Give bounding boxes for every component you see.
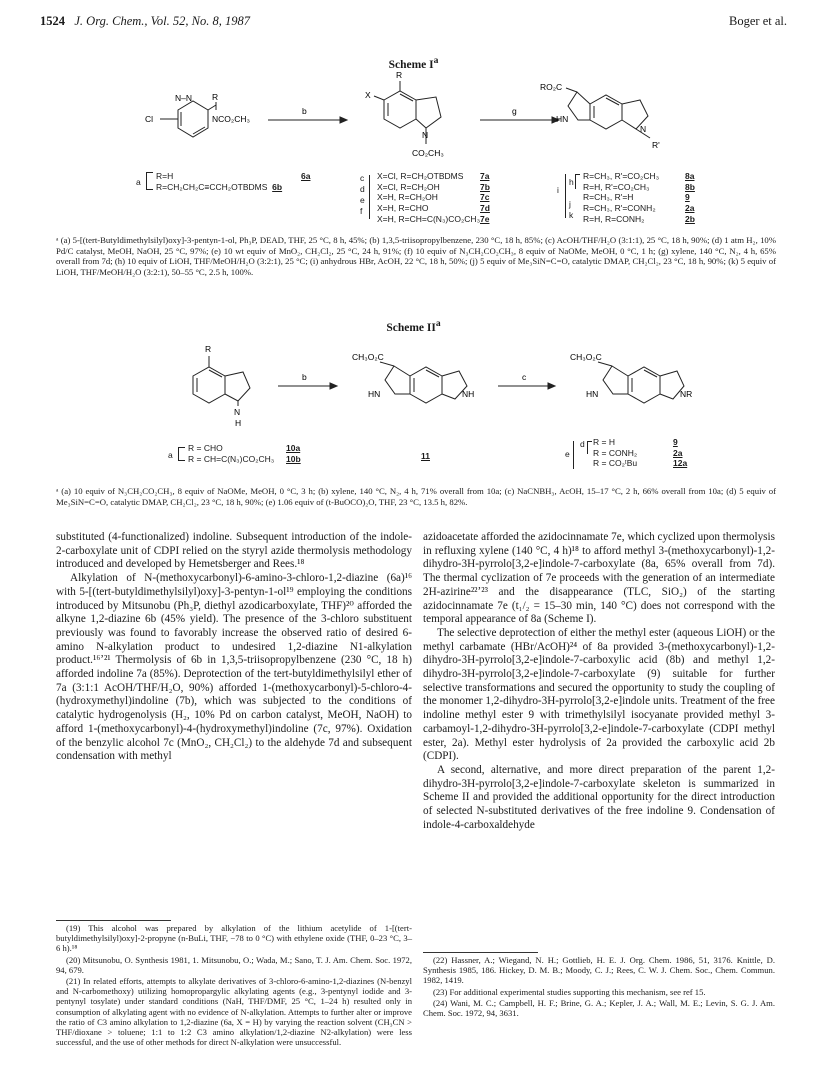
step-letter-a: a	[168, 450, 173, 460]
scheme1-footnote: ᵃ (a) 5-[(tert-Butyldimethylsilyl)oxy]-3-pentyn-1-ol, Ph₃P, DEAD, THF, 25 °C, 8 h, 45%; (b) 1,3,5-triisopropylbenzene, 230 °C, 18 h, 85%; (c) AcOH/THF/H₂O (3:1:1), 25 °C, 18 h, 90%; (d) 1 atm H₂, 10% Pd/C catalyst, MeOH, NaOH, 25 °C, 97%; (e) 10 wt equiv of MnO₂, CH₂Cl₂, 25 °C, 24 h, 91%; (f) 10 equiv of N₃CH₂CO₂CH₃, 8 equiv of NaOMe, MeOH, 0 °C, 1 h; (g) xylene, 140 °C, N₂, 4 h, 65% overall from 7d; (h) 10 equiv of LiOH, THF/MeOH/H₂O (3:2:1), 25 °C; (i) anhydrous HBr, AcOH, 22 °C, 18 h, 50%; (j) 5 equiv of Me₃SiN=C=O, catalytic DMAP, CH₂Cl₂, 23 °C, 18 h, 90%; (k) 5 equiv of LiOH, THF/MeOH/H₂O (3:2:1), 50–55 °C, 2.5 h, 100%.	[56, 235, 776, 277]
footnote-rule-left	[56, 920, 171, 921]
scheme2-arrow-b-label: b	[302, 372, 307, 382]
compound-10b: R = CH=C(N₃)CO₂CH₃	[188, 453, 275, 464]
bracket	[146, 172, 153, 190]
product-hn-label: HN	[556, 114, 569, 124]
compound-6b: R=CH₂CH₂C≡CCH₂OTBDMS 6b	[156, 181, 283, 192]
reference-20: (20) Mitsunobu, O. Synthesis 1981, 1. Mitsunobu, O.; Wada, M.; Sano, T. J. Am. Chem. Soc. 1972, 94, 679.	[56, 954, 412, 975]
label-6a: 6a	[301, 171, 311, 181]
left-column	[56, 531, 412, 764]
indole-ring	[193, 367, 225, 403]
scheme2-product-hn-label: HN	[586, 389, 599, 399]
product-core-ring	[590, 95, 622, 129]
compound-7b: X=Cl, R=CH₂OH	[377, 181, 440, 192]
compound-2b: R=H, R=CONH₂	[583, 213, 645, 224]
compound-11-hn-label: HN	[368, 389, 381, 399]
compound-2a: R=CH₃, R'=CONH₂	[583, 203, 656, 214]
compound-7a: X=Cl, R=CH₂OTBDMS	[377, 171, 464, 181]
product-n-label: N	[640, 124, 647, 134]
right-column	[423, 531, 775, 832]
indole-r-label: R	[205, 344, 212, 354]
compound-7d: X=H, R=CHO	[377, 203, 429, 214]
indole-h-label: H	[235, 418, 242, 428]
compound-6a: R=H	[156, 171, 174, 181]
reference-21: (21) In related efforts, attempts to alkylate derivatives of 3-chloro-6-amino-1,2-diazines (N-benzyl and N-carbomethoxy) utilizing homopropargylic alkylating agents (e.g., 3-pentynyl iodide and 3-pentynyl tosylate) under standard conditions (NaH, THF/DMF, 25 °C, 1–24 h) resulted only in consumption of alkylating agent with no evidence of N-alkylation. Attempts to further alter or improve the ratio of C3 amino alkylation to 1,2-diazine (6a, X = H) by varying the reaction solvent (CH₃CN > THF/dioxane > toluene; 1:1 to 1:2 C3 amino alkylation/1,2-diazine N2-alkylation) were less successful, and the use of other methods for direct N-alkylation were unsuccessful.	[56, 976, 412, 1048]
paragraph: Alkylation of N-(methoxycarbonyl)-6-amino-3-chloro-1,2-diazine (6a)¹⁶ with 5-[(tert-butyldimethylsilyl)oxy]-3-pentyn-1-ol¹⁹ employing the conditions introduced by Mitsunobu (Ph₃P, diethyl azodicarboxylate, THF)²⁰ afforded the alkyne 1,2-diazine 6b (45% yield). The presence of the 3-chloro substituent previously was found to favorably increase the observed ratio of desired 6-amino N-alkylation product to undesired 1,2-diazine N1-alkylation product.¹⁶ʼ²¹ Thermolysis of 6b in 1,3,5-triisopropylbenzene (230 °C, 18 h) afforded indoline 7a (85%). Deprotection of the tert-butyldimethylsilyl ether of 7a (3:1:1 AcOH/THF/H₂O, 90%) afforded 1-(methoxycarbonyl)-5-chloro-4-(hydroxymethyl)indoline (7b), which was subjected to the conditions of catalytic hydrogenolysis (H₂, 10% Pd on carbon catalyst, MeOH, NaOH) to afford 1-(methoxycarbonyl)-4-(hydroxymethyl)indoline (7c, 97%). Oxidation of the benzylic alcohol 7c (MnO₂, CH₂Cl₂) to the aldehyde 7d and subsequent condensation with methyl	[56, 572, 412, 763]
pyridazine-carbamate-label: NCO₂CH₃	[212, 114, 250, 124]
compound-10a: R = CHO	[188, 443, 223, 453]
pyridazine-r-label: R	[212, 92, 219, 102]
scheme1-arrow-g-label: g	[512, 106, 517, 116]
paragraph: A second, alternative, and more direct preparation of the parent 1,2-dihydro-3H-pyrrolo[3,2-e]indole-7-carboxylate skeleton is summarized in Scheme II and provided the additional opportunity for the direct introduction of selected N-substituted derivatives of the free indoline 9. Condensation of indole-4-carboxaldehyde	[423, 763, 775, 831]
references-right	[423, 955, 775, 1019]
scheme2-structures	[0, 336, 827, 436]
scheme2-title: Scheme $II^a$	[386, 318, 441, 334]
page-number: 1524	[40, 14, 65, 28]
compound-9: R=CH₃, R'=H	[583, 192, 634, 203]
paragraph: azidoacetate afforded the azidocinnamate 7e, which cyclized upon thermolysis in refluxing xylene (140 °C, 4 h)¹⁸ to afford methyl 3-(methoxycarbonyl)-1,2-dihydro-3H-pyrrolo[3,2-e]indole-7-carboxylate (8a, 65% overall from 7d). The thermal cyclization of 7e proceeds with the generation of an intermediate 2H-azirine²²ʼ²³ and the disappearance (TLC, SiO₂) of the starting azidocinnamate 7e (t₁/₂ = 15–30 min, 140 °C) does not correspond with the temporal appearance of 8a (Scheme I).	[423, 531, 775, 626]
compound-7e: X=H, R=CH=C(N₃)CO₂CH₃	[377, 213, 481, 224]
footnote-rule-right	[423, 952, 538, 953]
pyridazine-nn-label: N–N	[175, 93, 193, 103]
scheme1-structures	[0, 68, 827, 178]
references-left	[56, 923, 412, 1048]
step-letter-a: a	[136, 177, 141, 187]
pyridazine-ring	[178, 101, 208, 137]
scheme1-title: Scheme $I^a$	[388, 55, 439, 71]
scheme2-product-ring	[628, 367, 660, 403]
product-r-label: R'	[652, 140, 660, 150]
paragraph: The selective deprotection of either the methyl ester (aqueous LiOH) or the methyl carbamate (HBr/AcOH)²⁴ of 8a provided 3-(methoxycarbonyl)-1,2-dihydro-3H-pyrrolo[3,2-e]indole-7-carboxylic acid (8b) and methyl 1,2-dihydro-3H-pyrrolo[3,2-e]indole-7-carboxylate (9) suitable for further selective transformations and secured the opportunity to study the coupling of the monomer 1,2-dihydro-3H-pyrrolo[3,2-e]indole units. Treatment of the free indoline methyl ester 9 with trimethylsilyl isocyanate provided methyl 3-carbamoyl-1,2-dihydro-3H-pyrrolo[3,2-e]indole-7-carboxylate (CDPI methyl ester, 2a). Methyl ester hydrolysis of 2a provided the carboxylic acid 2b (CDPI).	[423, 626, 775, 763]
compound-9: R = H	[593, 437, 615, 447]
compound-11-nh-label: NH	[462, 389, 475, 399]
indoline-x-label: X	[365, 90, 371, 100]
compound-12a: R = CO₂ᵗBu	[593, 458, 638, 469]
running-header	[40, 14, 250, 29]
compound-11-ester-label: CH₃O₂C	[352, 352, 384, 362]
reference-22: (22) Hassner, A.; Wiegand, N. H.; Gottlieb, H. E. J. Org. Chem. 1986, 51, 3176. Knittle, D. Synthesis 1985, 186. Hickey, D. M. B.; Moody, C. J.; Rees, C. W. J. Chem. Soc., Chem. Commun. 1982, 1419.	[423, 955, 775, 986]
journal-citation: J. Org. Chem., Vol. 52, No. 8, 1987	[74, 14, 250, 28]
compound-2a: R = CONH₂	[593, 447, 638, 458]
author-header: Boger et al.	[729, 14, 787, 28]
product-ester-label: RO₂C	[540, 82, 563, 92]
reference-19: (19) This alcohol was prepared by alkylation of the lithium acetylide of 1-[(tert-butyldimethylsilyl)oxy]-2-propyne (n-BuLi, THF, −78 to 0 °C) with ethylene oxide (THF, 0–23 °C, 3–6 h).¹⁸	[56, 923, 412, 954]
reference-24: (24) Wani, M. C.; Campbell, H. F.; Brine, G. A.; Kepler, J. A.; Wall, M. E.; Levin, S. G. J. Am. Chem. Soc. 1972, 94, 3631.	[423, 997, 775, 1019]
indoline-r-label: R	[396, 70, 403, 80]
indoline-ring	[384, 91, 416, 128]
reference-23: (23) For additional experimental studies supporting this mechanism, see ref 15.	[433, 986, 706, 997]
indole-n-label: N	[234, 407, 241, 417]
indoline-n-label: N	[422, 130, 429, 140]
scheme2-product-ester-label: CH₃O₂C	[570, 352, 602, 362]
compound-8b: R=H, R'=CO₂CH₃	[583, 181, 650, 192]
compound-8a: R=CH₃, R'=CO₂CH₃	[583, 171, 660, 181]
compound-11-ring	[410, 367, 442, 403]
indoline-carbamate-label: CO₂CH₃	[412, 148, 444, 158]
compound-11-label: 11	[421, 451, 430, 461]
scheme2-arrow-c-label: c	[522, 372, 527, 382]
pyridazine-cl-label: Cl	[145, 114, 154, 124]
compound-7c: X=H, R=CH₂OH	[377, 192, 438, 203]
scheme2-footnote: ᵃ (a) 10 equiv of N₃CH₂CO₂CH₃, 8 equiv of NaOMe, MeOH, 0 °C, 3 h; (b) xylene, 140 °C, N₂, 4 h, 71% overall from 10a; (c) NaCNBH₃, AcOH, 15–17 °C, 2 h, 66% overall from 10a; (d) 5 equiv of Me₃SiN=C=O, catalytic DMAP, CH₂Cl₂, 23 °C, 18 h, 90%; (e) 1.06 equiv of (t-BuOCO)₂O, THF, 23 °C, 13.5 h, 82%.	[56, 486, 776, 507]
scheme1-arrow-b-label: b	[302, 106, 307, 116]
scheme2-product-nr-label: NR	[680, 389, 693, 399]
paragraph: substituted (4-functionalized) indoline. Subsequent introduction of the indole-2-carboxylate unit of CDPI relied on the styryl azide thermolysis methodology introduced and developed by Hemetsberger and Rees.¹⁸	[56, 531, 412, 571]
